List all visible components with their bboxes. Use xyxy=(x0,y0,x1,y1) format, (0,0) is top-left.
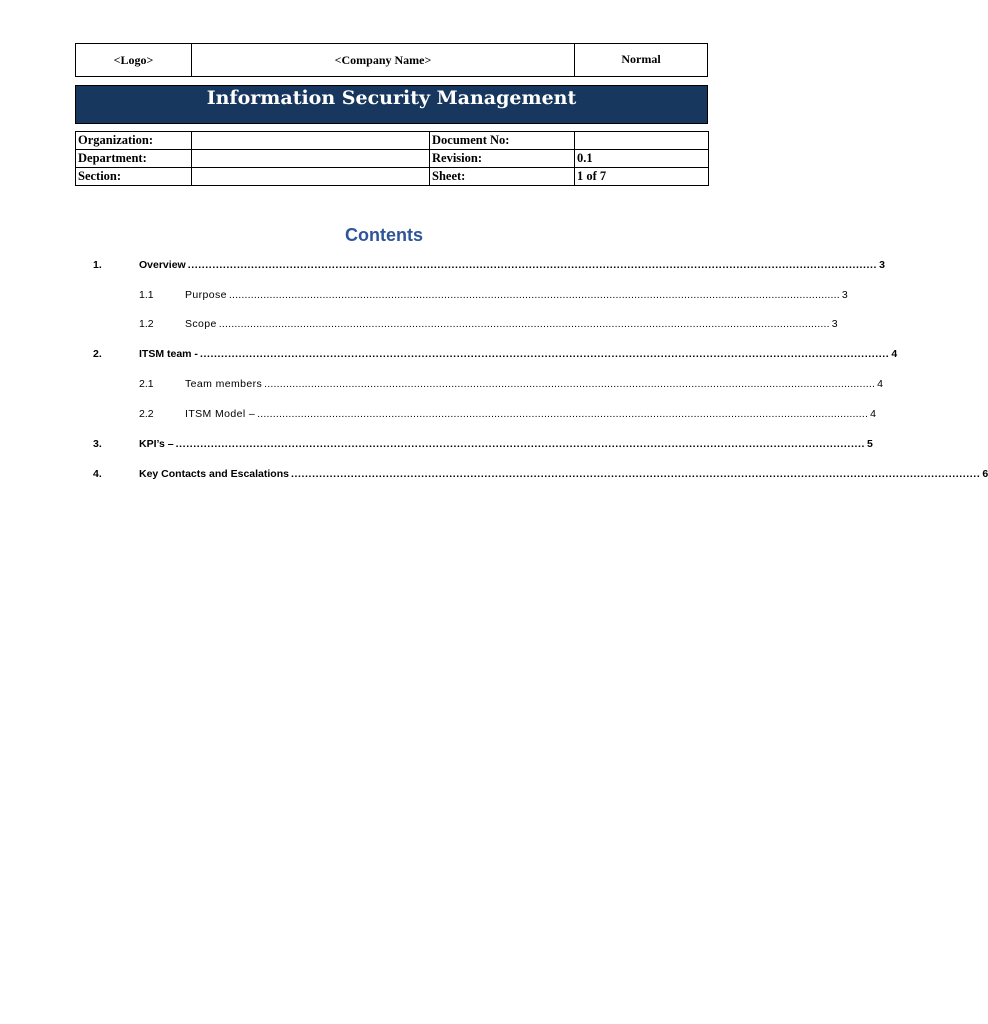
toc-leader: .................................................................................................................................................................................................... xyxy=(218,318,830,330)
toc-entry[interactable] xyxy=(93,407,876,421)
company-name: <Company Name> xyxy=(192,44,575,76)
toc-number: 1.1 xyxy=(139,289,154,301)
meta-row-section xyxy=(76,168,709,186)
organization-value xyxy=(192,132,430,150)
toc-entry[interactable] xyxy=(93,377,883,391)
document-no-value xyxy=(575,132,709,150)
toc-leader: .................................................................................................................................................................................................... xyxy=(199,348,890,360)
toc-number: 4. xyxy=(93,468,102,480)
sheet-label: Sheet: xyxy=(430,168,575,186)
meta-row-organization xyxy=(76,132,709,150)
toc-leader: .................................................................................................................................................................................................... xyxy=(264,378,876,390)
toc-page: 4 xyxy=(877,378,883,390)
toc-page: 5 xyxy=(867,438,873,450)
classification-label: Normal xyxy=(621,51,661,66)
toc-number: 2.1 xyxy=(139,378,154,390)
toc-page: 6 xyxy=(982,468,988,480)
meta-row-department xyxy=(76,150,709,168)
toc-entry[interactable] xyxy=(93,347,898,361)
sheet-value: 1 of 7 xyxy=(575,168,709,186)
toc-entry[interactable] xyxy=(93,437,873,451)
toc-number: 2. xyxy=(93,348,102,360)
toc-label: Purpose xyxy=(185,289,227,301)
toc-number: 1.2 xyxy=(139,318,154,330)
toc-entry[interactable] xyxy=(93,317,838,331)
toc-label: KPI’s – xyxy=(139,438,174,450)
toc-number: 1. xyxy=(93,259,102,271)
toc-page: 3 xyxy=(841,289,848,301)
toc-entry[interactable] xyxy=(93,467,988,481)
toc-page: 3 xyxy=(831,318,838,330)
document-title: Information Security Management xyxy=(75,85,708,124)
toc-leader: .................................................................................................................................................................................................... xyxy=(175,438,866,450)
section-value xyxy=(192,168,430,186)
toc-label: Scope xyxy=(185,318,217,330)
logo-placeholder: <Logo> xyxy=(76,44,192,76)
toc-leader: .................................................................................................................................................................................................... xyxy=(257,408,869,420)
header-table xyxy=(75,43,708,77)
toc-leader: .................................................................................................................................................................................................... xyxy=(228,289,840,301)
department-value xyxy=(192,150,430,168)
toc-page: 3 xyxy=(879,259,885,271)
section-label: Section: xyxy=(76,168,192,186)
document-no-label: Document No: xyxy=(430,132,575,150)
toc-leader: .................................................................................................................................................................................................... xyxy=(290,468,981,480)
toc-label: Key Contacts and Escalations xyxy=(139,468,289,480)
toc-number: 3. xyxy=(93,438,102,450)
department-label: Department: xyxy=(76,150,192,168)
toc-label: Team members xyxy=(185,378,263,390)
toc-label: ITSM team - xyxy=(139,348,198,360)
toc-leader: .................................................................................................................................................................................................... xyxy=(187,259,878,271)
revision-label: Revision: xyxy=(430,150,575,168)
toc-entry[interactable] xyxy=(93,258,885,272)
toc-page: 4 xyxy=(870,408,876,420)
toc-entry[interactable] xyxy=(93,288,848,302)
revision-value: 0.1 xyxy=(575,150,709,168)
organization-label: Organization: xyxy=(76,132,192,150)
toc-label: ITSM Model – xyxy=(185,408,256,420)
toc-number: 2.2 xyxy=(139,408,154,420)
toc-page: 4 xyxy=(891,348,898,360)
document-meta-table xyxy=(75,131,709,186)
contents-heading: Contents xyxy=(345,225,423,245)
toc-label: Overview xyxy=(139,259,186,271)
